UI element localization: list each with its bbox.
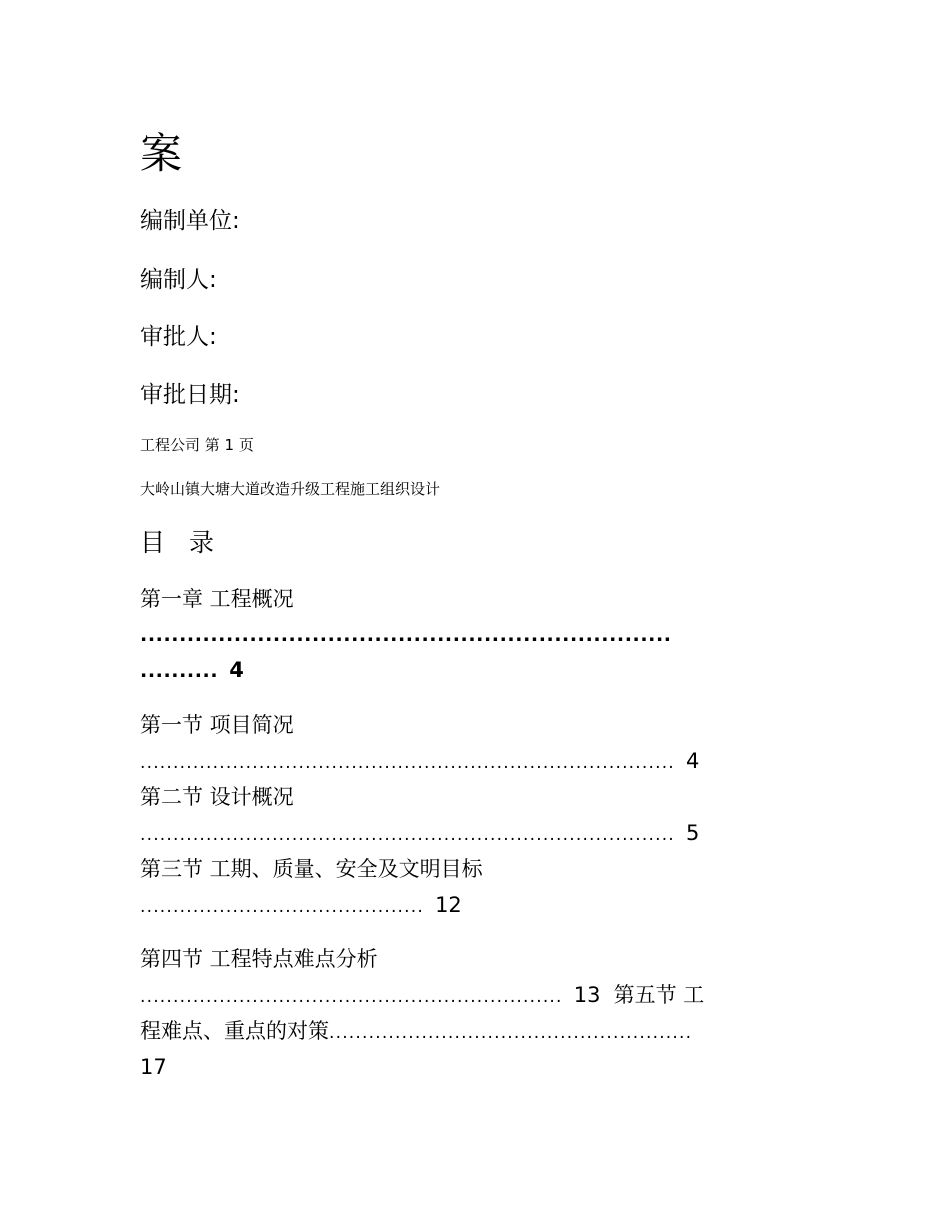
toc-section-1-leader-row [140,751,699,772]
toc-title: 目 录 [140,528,222,557]
toc-section-4-leader: ................................................................ [140,987,563,1007]
toc-chapter-1-label[interactable]: 第一章 工程概况 [140,587,294,611]
toc-section-5-label-part2[interactable]: 程难点、重点的对策 [140,1019,329,1043]
toc-section-1-page[interactable]: 4 [686,749,700,773]
toc-section-1-label[interactable]: 第一节 项目简况 [140,713,294,737]
toc-section-5-row [140,1021,692,1042]
toc-section-2-leader-row [140,823,699,844]
toc-section-3-label[interactable]: 第三节 工期、质量、安全及文明目标 [140,857,483,881]
toc-section-4-leader-row [140,985,704,1006]
field-compile-unit: 编制单位: [140,208,240,234]
toc-section-5-page[interactable]: 17 [140,1055,167,1079]
toc-section-5-label-part1[interactable]: 第五节 工 [613,983,705,1007]
cover-title-char: 案 [140,129,183,178]
toc-section-2-page[interactable]: 5 [686,821,700,845]
toc-section-5-leader: ....................................................... [329,1023,693,1043]
toc-section-3-leader: ........................................... [140,897,424,917]
toc-section-1-leader: ................................................................................. [140,753,675,773]
field-approver: 审批人: [140,324,217,350]
field-approve-date: 审批日期: [140,382,240,408]
toc-section-3-page[interactable]: 12 [435,893,462,917]
toc-section-3-leader-row [140,895,462,916]
toc-chapter-1-leader-2: .......... [140,660,219,682]
toc-section-2-leader: ................................................................................. [140,825,675,845]
toc-chapter-1-leader-row [140,660,245,681]
toc-section-2-label[interactable]: 第二节 设计概况 [140,785,294,809]
header-project-title: 大岭山镇大塘大道改造升级工程施工组织设计 [140,480,441,498]
field-compiler: 编制人: [140,267,217,293]
toc-section-4-page[interactable]: 13 [573,983,601,1007]
toc-chapter-1-page[interactable]: 4 [229,658,245,682]
header-company-page: 工程公司 第 1 页 [140,436,254,454]
toc-section-4-label[interactable]: 第四节 工程特点难点分析 [140,947,378,971]
toc-chapter-1-leader-1: .................................................................... [140,624,672,646]
